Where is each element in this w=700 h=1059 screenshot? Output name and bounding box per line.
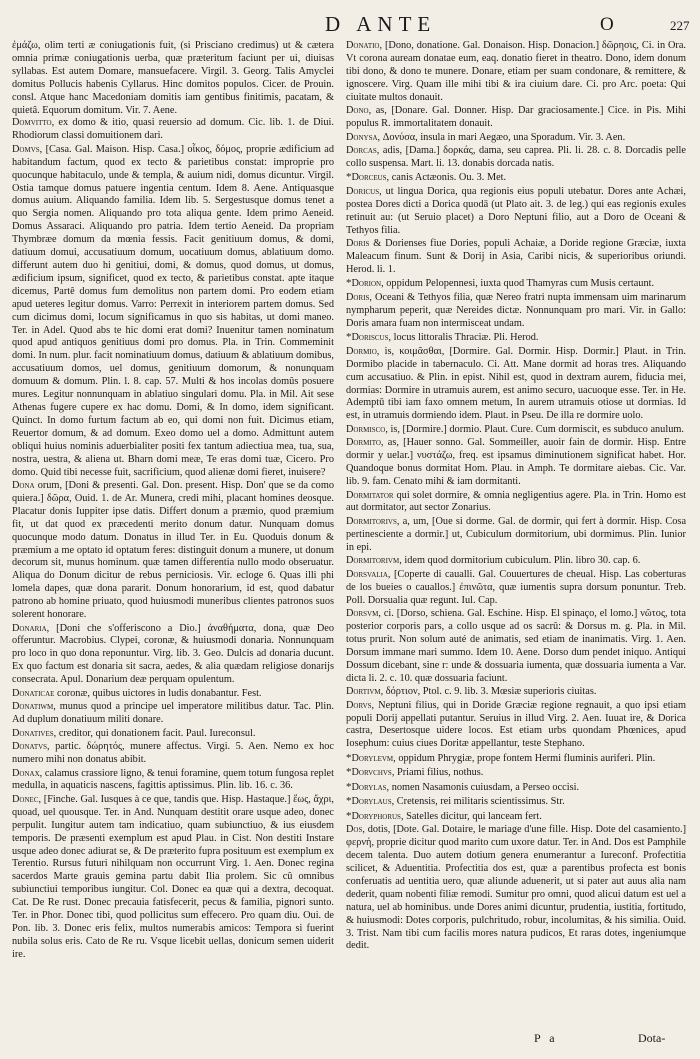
dictionary-entry (346, 346, 686, 423)
dictionary-entry (346, 105, 686, 131)
entry-headword: Dorsvalia, (346, 568, 391, 580)
catchword: Dota- (638, 1031, 666, 1045)
right-entry-list (346, 40, 686, 953)
entry-asterisk: * (346, 795, 352, 808)
entry-headword: Doris (346, 238, 370, 250)
dictionary-entry (346, 238, 686, 277)
left-entry-list (12, 117, 334, 961)
entry-definition: Neptuni filius, qui in Doride Græciæ regione regnauit, a quo ipsi etiam populi Dorij appellati putantur. Seruius in illud Virg. 2. Aen. Iuuat ire, & Dorica castra, Desertosque uidere locos. Est etiam urbs quondam Phœnices, apud Iosephum: cuius ciues Doritæ appellantur, teste Stephano. (346, 699, 686, 750)
dictionary-entry (346, 569, 686, 608)
dictionary-entry (346, 766, 686, 780)
entry-headword: Dorceus, (351, 172, 390, 184)
entry-definition: adis, [Dama.] δορκάς, dama, seu caprea. Pli. li. 28. c. 8. Dorcadis pelle collo suspensa. Mart. li. 13. donabis dorcada natis. (346, 145, 686, 169)
running-header (0, 8, 700, 38)
entry-definition: [Finche. Gal. Iusques à ce que, tandis que. Hisp. Hastaque.] ἕως, ἄχρι, quoad, uel quousque. Ter. in And. Nunquam destitit orare usque adeo, donec perpulit. Iungitur autem tam indicatiuo, quam subiunctiuo, & ius eiusdem temporis. De præsenti exemplum est apud Plau. in Cist. Non destiti Instare usque adeo donec adiurat se, & De præterito fupra posituum est exemplum ex Terentio. Rursus futuri nihilquam non occurrunt Virg. 1. Aen. Donec regina sacerdos Marte grauis gemina partu dabit Ilia prolem. Sic cû omnibus subiunctiui temporibus iungitur. Col. Donec ea quæ qui a dextra, decoquat. Cat. De Re rust. Donec precauia fatisfecerit, pecus & familia, pignori sunto. Ter. in Phor. Donec tibi, quod pollicitus sum effecero. Pro quam diu. Oui. de Pon. lib. 3. Donec eris felix, multos numerabis amicos: Tempora si fuerint nubila solus eris. Cato de Re ru. Vsque licebit uellas, donicum semen uiderit ire. (12, 793, 334, 960)
entry-headword: Dormitorivm, (346, 555, 402, 567)
entry-headword: Dorvchvs, (351, 767, 395, 779)
dictionary-entry (346, 555, 686, 568)
dictionary-entry (346, 608, 686, 685)
entry-definition: creditor, qui donationem facit. Paul. Iureconsul. (58, 727, 256, 739)
entry-headword: Domvitto, (12, 117, 55, 129)
entry-definition: calamus crassiore ligno, & tenui foramine, quem totum fungosa replet medulla, in aquaticis nascens, fagittis aptissimus. Plin. lib. 16. c. 36. (12, 767, 334, 792)
entry-headword: Dormisco, (346, 423, 388, 435)
dictionary-entry (346, 292, 686, 331)
page-number: 227 (670, 18, 690, 33)
right-column (346, 40, 686, 1030)
entry-definition: ci. [Dorso, schiena. Gal. Eschine. Hisp. El spinaço, el lomo.] νῶτος, tota posterior corporis pars, a collo usque ad os sacrû: & Dorsus m. g. Pla. in Mil. totus prurit. Non solum auté de animatis, sed etiam de inanimatis. Virg. 1. Aen. Dorsum immane mari summo. Idem 10. Aene. Dorso dum pendet iniquo. Antiqui Dossum dicebant, sine r: unde & dossuaria iumenta, quæ dossuaria iumenta a Var. dicta li. 2. c. 10. quæ dossuaria faciunt. (346, 608, 686, 684)
entry-asterisk: * (346, 331, 352, 344)
entry-headword: Dorylaus, (351, 796, 395, 808)
entry-headword: Dorion, (351, 278, 384, 290)
entry-definition: as, [Hauer sonno. Gal. Sommeiller, auoir fain de dormir. Hisp. Entre dormir y uelar.] νυστάζω, freq. est ipsamus diminutionem significat habet. Hor. Quandoque bonus dormitat Hom. Plau. in Amph. Te dormitare aiebas. Cic. Var. lib. 9. fam. Cenato mihi & iam dormitanti. (346, 437, 686, 488)
entry-headword: Doriscus, (351, 332, 392, 344)
entry-definition: is, κοιμᾶσθαι, [Dormire. Gal. Dormir. Hisp. Dormir.] Plaut. in Trin. Dormibo placide in tabernaculo. Ci. Att. Mane dormit ad horas tres. Aliquando cum accusatiuo. & Plin. in epist. Nihil est, quod in dextram aurem, fiducia mei, dormias: Dormire in utramuis aurem, est animo securo, uacuoque esse. Ter. in He. Ademptū tibi iam faxo omnem metum, In aurem utramuis otiose ut dormias. Id est, in utramuis dormiendo idem. Plaut. in Pseu. De illa re dormire uolo. (346, 345, 686, 422)
entry-definition: locus littoralis Thraciæ. Pli. Herod. (393, 332, 539, 344)
dictionary-entry (12, 741, 334, 767)
entry-headword: Dorylas, (351, 781, 390, 793)
entry-definition: partic. δώρητός, munere affectus. Virgi. 5. Aen. Nemo ex hoc numero mihi non donatus abibit. (12, 741, 334, 765)
dictionary-entry (12, 144, 334, 480)
entry-headword: Dormitorivs, (346, 515, 400, 527)
dictionary-entry (346, 490, 686, 516)
entry-definition: Cretensis, rei militaris scientissimus. Str. (396, 796, 565, 808)
entry-asterisk: * (346, 809, 352, 822)
entry-definition: canis Actæonis. Ou. 3. Met. (391, 172, 507, 184)
entry-definition: [Doni che s'offeriscono a Dio.] ἀναθήματα, dona, quæ Deo offeruntur. Macrobius. Clypei, coronæ, & huiusmodi donaria. Nonnunquam pro loco in quo dona reponuntur. Virg. lib. 3. Geo. Dulcis ad donaria ducunt. Ex quo factum est donaria sit sacra, aedes, & alia quædam religiose donarijs consecrata. Apul. Donarium deæ perquam opulentum. (12, 622, 334, 686)
entry-definition: [Dono, donatione. Gal. Donaison. Hisp. Donacion.] δῶρησις, Ci. in Ora. Vt corona auream donatae eum, eaq. donatio fieret in theatro. Dono, idem donum tibi dono, & dono te munere. Donare, etiam per suam condonare, & remittere, & ignoscere. Virg. Quam ille mihi tibi & ira ciuium dare. Ci. pro Arc. poeta: Qui ciuitate multos donauit. (346, 40, 686, 103)
entry-definition: nomen Nasamonis cuiusdam, a Perseo occisi. (391, 781, 580, 793)
dictionary-entry (12, 688, 334, 701)
dictionary-entry (12, 480, 334, 622)
dictionary-entry (12, 701, 334, 727)
entry-headword: Dormio, (346, 345, 380, 357)
dictionary-entry (346, 516, 686, 555)
left-column (12, 40, 334, 1030)
entry-definition: Oceani & Tethyos filia, quæ Nereo fratri nupta immensam uim marinarum nympharum peperit, quæ Nereides dictæ. Nonnunquam pro mari. Vir. in Gallo: Doris amara fuam non intermisceat undam. (346, 291, 686, 329)
dictionary-entry (346, 437, 686, 489)
entry-definition: coronæ, quibus uictores in ludis donabantur. Fest. (57, 687, 262, 699)
entry-headword: Dono, (346, 105, 372, 117)
entry-definition: as, [Donare. Gal. Donner. Hisp. Dar graciosamente.] Cice. in Pis. Mihi populus R. immortalitatem donauit. (346, 105, 686, 130)
dictionary-entry (346, 795, 686, 809)
entry-definition: [Coperte di caualli. Gal. Couuertures de cheual. Hisp. Las coberturas de los bueies o cauallos.] ἐπινῶτα, quæ iumentis supra dorsum ponuntur. Treb. Poll. Dorsualia quæ regunt. Iul. Cap. (346, 568, 686, 606)
entry-definition: Δονύσα, insula in mari Aegæo, una Sporadum. Vir. 3. Aen. (382, 131, 626, 143)
dictionary-entry (346, 424, 686, 437)
dictionary-entry (12, 117, 334, 143)
continued-entry: ἐμάζω, olim terti æ coniugationis fuit, (si Prisciano credimus) ut & cætera omnia primæ coniugationis uerba, quæ præteritum faciunt per ui, diuisas syllabas. Est autem Domare, mansuefacere. Virgil. 3. Georg. Talis Amyclei domitus Pollucis habenis Cyllarus. Hinc domitos populos. Cicer. de Prouin. consl. Atque hanc Macedoniam domitis iam gentibus finitimis, pacatam, & quietâ. Equorum domitum. Vir. 7. Aene. (12, 40, 334, 116)
signature-mark: P a (534, 1031, 558, 1045)
dictionary-entry (346, 132, 686, 145)
entry-headword: Donysa, (346, 131, 381, 143)
entry-asterisk: * (346, 766, 352, 779)
entry-definition: orum, [Doni & presenti. Gal. Don. present. Hisp. Don' que se da como quiera.] δῶρα, Ouid. 1. de Ar. Munera, credi mihi, placant homines deosque. Placatur donis Iuppiter ipse datis. Differt donum a præmio, quod præmium fit, ut dat quod ex præcedenti merito donum datur. Nunquam domus quocunque modo datum. Donatus in illud Ter. in Eu. Quoduis donum & præmium a me optato id optatum feres: distinguit donum a munere, ut donum decorum sit, munus hominum. quæ tamen differentia nullo modo obseruatur. Aliqua do Donum dicitur de rebus perniciosis. Vir. ecloge 6. Quas illi phi lomela dapes, quæ dona pararit. Donum honorarium, id est, quod dabatur patrono ab homine priuato, quod huiusmodi muneribus clientes patronos suos solerent honorare. (12, 480, 334, 621)
entry-headword: Donatives, (12, 727, 57, 739)
entry-definition: idem quod dormitorium cubiculum. Plin. libro 30. cap. 6. (404, 555, 641, 567)
entry-definition: ex domo & itio, quasi reuersio ad domum. Cic. lib. 1. de Diui. Rhodiorum classi domuitionem dari. (12, 117, 334, 142)
entry-definition: & Dorienses fiue Dories, populi Achaiæ, a Doride regione Græciæ, iuxta Maleacum finum. Sunt & Dorij in Asia, Caribi nicis, & superioribus oriundi. Herod. li. 1. (346, 238, 686, 275)
entry-definition: a, um, [Oue si dorme. Gal. de dormir, qui fert à dormir. Hisp. Cosa pertinesciente a dormir.] ut, Cubiculum dormitorium, ubi dormimus. Plin. Iunior in epi. (346, 515, 686, 553)
entry-headword: Donaria, (12, 622, 50, 634)
running-head-right: O (600, 14, 618, 35)
entry-asterisk: * (346, 751, 352, 764)
entry-headword: Domvs, (12, 143, 43, 155)
entry-headword: Donatio, (346, 40, 383, 51)
dictionary-entry (12, 728, 334, 741)
entry-headword: Donec, (12, 793, 42, 805)
entry-headword: Dorylevm, (351, 752, 396, 764)
entry-definition: oppidum Phrygiæ, prope fontem Hermi fluminis auriferi. Plin. (398, 752, 656, 764)
dictionary-entry (346, 700, 686, 752)
entry-definition: ut lingua Dorica, qua regionis eius populi utebatur. Dores ante Achæi, postea Dores dicti a Dorica quodā (ut Plato ait. 3. de leg.) qui eas regionis exules retinuit au: (ut Seruio placet) a Doro Neptuni filio, aut a Doro de Oceani & Tethyos filia. (346, 185, 686, 236)
entry-headword: Doris, (346, 291, 372, 303)
entry-headword: Donax, (12, 767, 43, 779)
entry-asterisk: * (346, 780, 352, 793)
entry-headword: Dorvs, (346, 699, 375, 711)
dictionary-entry (12, 768, 334, 794)
page-footer (346, 1031, 686, 1049)
dictionary-entry (346, 781, 686, 795)
entry-headword: Dormitator (346, 489, 394, 501)
entry-headword: Doryphorus, (351, 810, 404, 822)
dictionary-entry (346, 331, 686, 345)
dictionary-entry (12, 794, 334, 962)
entry-definition: munus quod a principe uel imperatore militibus datur. Tac. Plin. Ad duplum donatiuum militi donare. (12, 701, 334, 726)
entry-headword: Doricus, (346, 185, 382, 197)
entry-headword: Donatiwm, (12, 701, 56, 713)
entry-definition: oppidum Pelopennesi, iuxta quod Thamyras cum Musis certaunt. (386, 278, 655, 290)
entry-headword: Dona (12, 480, 35, 491)
dictionary-entry (346, 277, 686, 291)
entry-headword: Dorcas, (346, 145, 380, 157)
running-head-left: D ANTE (325, 12, 437, 36)
entry-headword: Donatvs, (12, 741, 50, 753)
entry-headword: Donaticae (12, 687, 55, 699)
entry-definition: qui solet dormire, & omnia negligentius agere. Pla. in Trin. Homo est aut dormitator, aut sector Zonarius. (346, 489, 686, 514)
entry-definition: is, [Dormire.] dormio. Plaut. Cure. Cum dormiscit, es subduco anulum. (390, 423, 684, 435)
entry-headword: Dorsvm, (346, 608, 381, 620)
entry-definition: [Casa. Gal. Maison. Hisp. Casa.] οἶκος, δόμος, proprie ædificium ad habitandum factum, quod ex tecto & parietibus constat: improprie pro quocunque habitaculo, unde & templa, & auium nidi, domus dicuntur. Virgil. Ostia tamque domus patuere ingentia centum. Idem 8. Aene. Antiquasque domus auium. Aliquando familia. Idem lib. 5. Sergestusque domus tenet a quo Sergia nomen. Aliquando pro tota aliqua gente. Idem primo Aeneid. Domus Assaraci. Aliquando pro patria. Idem tertio Aeneid. Da propriam Thymbræe domum da mœnia fessis. Facit genitiuum domus, & domi, datiuum domui, accusatiuum domum, uocatiuum domus, ablatiuum domo. differunt autem duo hi genitiui, domi, & domus, quod domus, ut domus, ædificium ipsum, significet, quod ex tecto, & parietibus constat. apte itaque dicemus, Partê domus fum demolitus non partem domi. Pro eodem etiam apud ueteres legitur domus. Varro: Perrexit in interiorem partem domus. Sed cum dicimus domi, locum significamus in quo sis habitas, ut domi maneo. Ter. in Adel. Quod abs te hic domi erat domi? Inuenitur tamen nominatum quod apud antiquos genitiuus domi pro domus. Pla. in Trin. Commeminit domi. In num. plur. facit nominatiuum domus, datiuum & ablatiuum domibus, accusatiuum domos, uel domus, genitiuum domorum, & nonunquam domuum & domum. Plin. l. 8. cap. 57. Multi & hos incolas domûs posuere mures. Legitur nonnunquam in ablatiuo singulari domu. Pla. in Mil. Ait sese Athenas fugere cupere ex hac domu. Domi, & In domo, idem significant. Quinct. In domo furtum factum ab eo, qui domi non fuit. Dicimus etiam, Reuertor domum, & ad domum. Exeo domo uel a domo. Admittunt autem obliqui huius nominis aduerbialiter positi fex tantum adiectiua mea, tua, sua, nostra, uestra, & aliena ut. Bharn domi meæ, Te eras domi tuæ, Cicero. Pro domo. Quid tibi necesse fuit, sacrificium, quod alienæ domi fieret, inuisere? (12, 143, 334, 478)
entry-headword: Dortivm, (346, 686, 384, 698)
entry-asterisk: * (346, 277, 352, 290)
dictionary-entry (346, 145, 686, 171)
entry-definition: Satelles dicitur, qui lanceam fert. (406, 810, 542, 822)
dictionary-entry (346, 186, 686, 238)
dictionary-entry (346, 171, 686, 185)
entry-definition: δόρτιον, Ptol. c. 9. lib. 3. Mœsiæ superioris ciuitas. (385, 686, 597, 698)
entry-definition: Priami filius, nothus. (396, 767, 484, 779)
entry-headword: Dos, (346, 824, 365, 836)
entry-asterisk: * (346, 171, 352, 184)
entry-definition: dotis, [Dote. Gal. Dotaire, le mariage d'une fille. Hisp. Dote del casamiento.] φερνή, proprie dicitur quod marito cum uxore datur. Ter. in And. Dos est Pamphile decem talenta. Duo autem dotium genera enumerantur a Iureconf. Profectitia scilicet, & Aduentitia. Profectitia dos est, quæ a parentibus profecta est bonis conferuatis ad uentitia uero, quæ aliunde aduenerit, ut si pater aut auus alia nam dederit, quam nobenti filiæ remodi. Sumitur pro omni, quod alicui datum est uel a natura, uel ab hominibus. unde Dores animi dicuntur, prudentia, iustitia, fortitudo, & huiusmodi: Dotes corporis, pulchritudo, robur, incolumitas, & his similia. Ouid. 3. Trist. Nam tibi cum facilis mores natura pudicos, Et raras dotes, ingeniumque dedit. (346, 824, 686, 952)
dictionary-entry (12, 623, 334, 688)
dictionary-entry (346, 824, 686, 953)
dictionary-entry (346, 686, 686, 699)
entry-headword: Dormito, (346, 437, 384, 449)
dictionary-entry (346, 752, 686, 766)
dictionary-entry (346, 40, 686, 105)
dictionary-entry (346, 810, 686, 824)
